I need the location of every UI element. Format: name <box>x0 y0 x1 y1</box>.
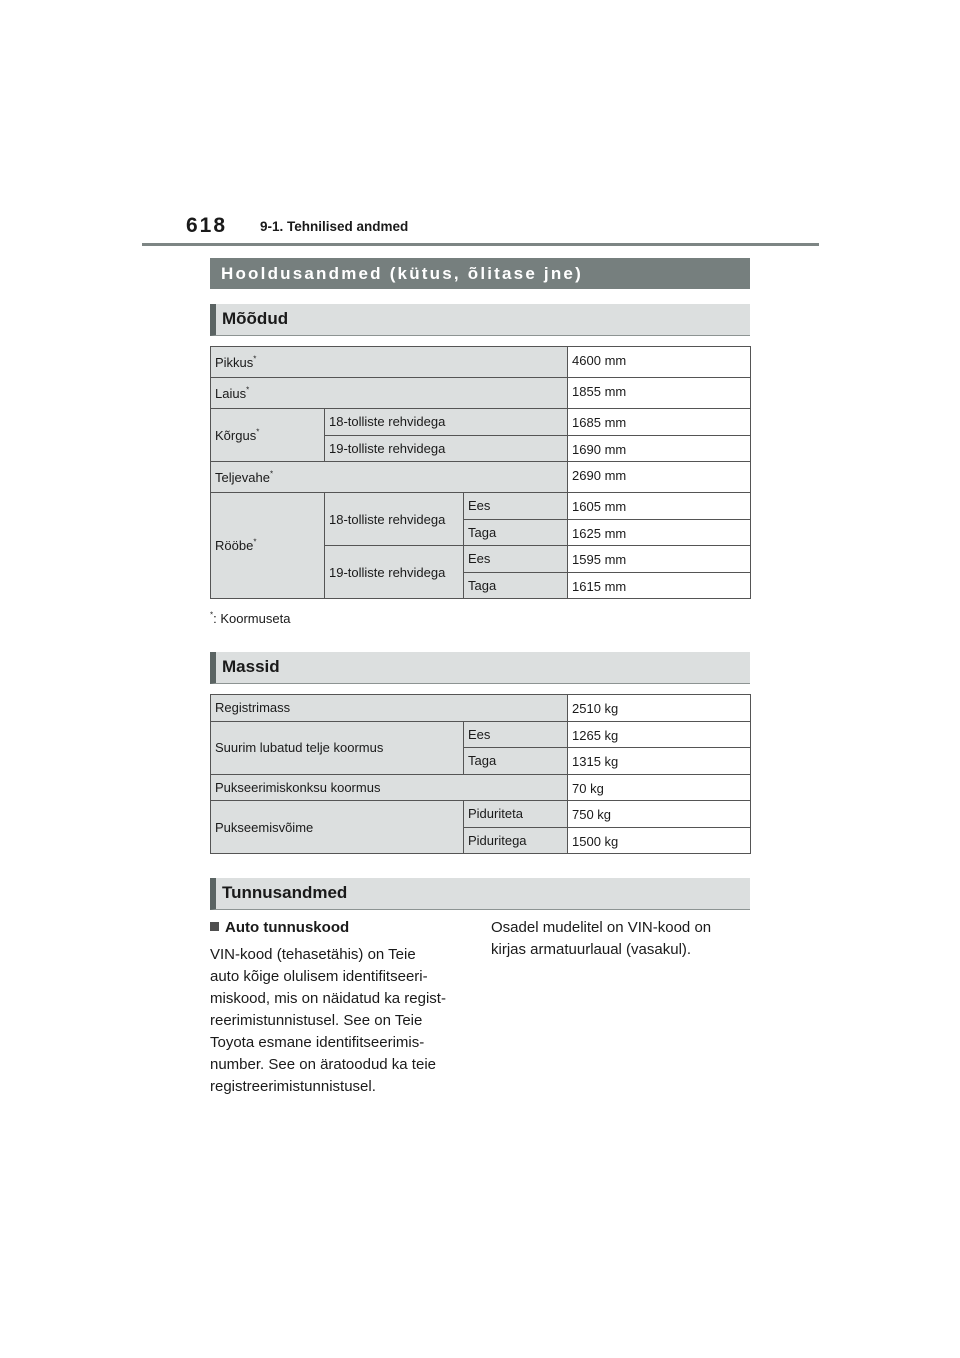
row-value: 1855 mm <box>568 378 751 409</box>
row-value: 2690 mm <box>568 462 751 493</box>
table-row <box>211 695 751 722</box>
subheading-vin: Auto tunnuskood <box>210 919 349 936</box>
running-head: 9-1. Tehnilised andmed <box>260 219 409 234</box>
row-value: 1595 mm <box>568 546 751 573</box>
vin-paragraph: VIN-kood (tehasetähis) on Teie auto kõige olulisem identifitseeri- miskood, mis on näidatud ka regist- reerimistunnistusel. See on Teie Toyota esmane identifitseerimis- number. See on äratoodud ka teie registreerimistunnistusel. <box>210 946 446 1095</box>
table-row <box>211 462 751 493</box>
table-row <box>211 378 751 409</box>
row-label: Pukseerimiskonksu koormus <box>211 774 568 801</box>
row-value: 1500 kg <box>568 827 751 854</box>
row-label: Registrimass <box>211 695 568 722</box>
row-value: 1690 mm <box>568 435 751 462</box>
table-row <box>211 409 751 436</box>
vin-location-paragraph: Osadel mudelitel on VIN-kood on kirjas armatuurlaual (vasakul). <box>491 919 712 958</box>
page-number: 618 <box>186 214 228 237</box>
brake-label: Piduriteta <box>464 801 568 828</box>
table-row <box>211 493 751 520</box>
row-value: 1605 mm <box>568 493 751 520</box>
row-value: 4600 mm <box>568 347 751 378</box>
brake-label: Piduritega <box>464 827 568 854</box>
row-value: 1615 mm <box>568 572 751 599</box>
square-bullet-icon <box>210 922 219 931</box>
sub-label: 18-tolliste rehvidega <box>325 409 568 436</box>
row-label: Laius* <box>211 378 568 409</box>
axle-label: Taga <box>464 572 568 599</box>
table-row <box>211 801 751 828</box>
dimensions-table <box>210 346 751 599</box>
axle-label: Ees <box>464 546 568 573</box>
axle-label: Taga <box>464 748 568 775</box>
row-label: Pukseemisvõime <box>211 801 464 854</box>
row-value: 1685 mm <box>568 409 751 436</box>
row-value: 750 kg <box>568 801 751 828</box>
mass-table <box>210 694 751 854</box>
section-heading-masses: Massid <box>210 652 750 684</box>
row-label: Suurim lubatud telje koormus <box>211 721 464 774</box>
row-value: 1625 mm <box>568 519 751 546</box>
row-label: Kõrgus* <box>211 409 325 462</box>
row-value: 2510 kg <box>568 695 751 722</box>
row-label: Rööbe* <box>211 493 325 599</box>
sub-label: 19-tolliste rehvidega <box>325 435 568 462</box>
row-value: 70 kg <box>568 774 751 801</box>
section-heading-dimensions: Mõõdud <box>210 304 750 336</box>
axle-label: Taga <box>464 519 568 546</box>
row-label: Teljevahe* <box>211 462 568 493</box>
section-heading-identification: Tunnusandmed <box>210 878 750 910</box>
footnote: *: Koormuseta <box>210 610 291 626</box>
chapter-title-banner: Hooldusandmed (kütus, õlitase jne) <box>210 258 750 289</box>
table-row <box>211 774 751 801</box>
row-value: 1265 kg <box>568 721 751 748</box>
sub-label: 19-tolliste rehvidega <box>325 546 464 599</box>
header-divider <box>142 243 819 246</box>
table-row <box>211 721 751 748</box>
axle-label: Ees <box>464 721 568 748</box>
sub-label: 18-tolliste rehvidega <box>325 493 464 546</box>
table-row <box>211 347 751 378</box>
row-value: 1315 kg <box>568 748 751 775</box>
axle-label: Ees <box>464 493 568 520</box>
row-label: Pikkus* <box>211 347 568 378</box>
